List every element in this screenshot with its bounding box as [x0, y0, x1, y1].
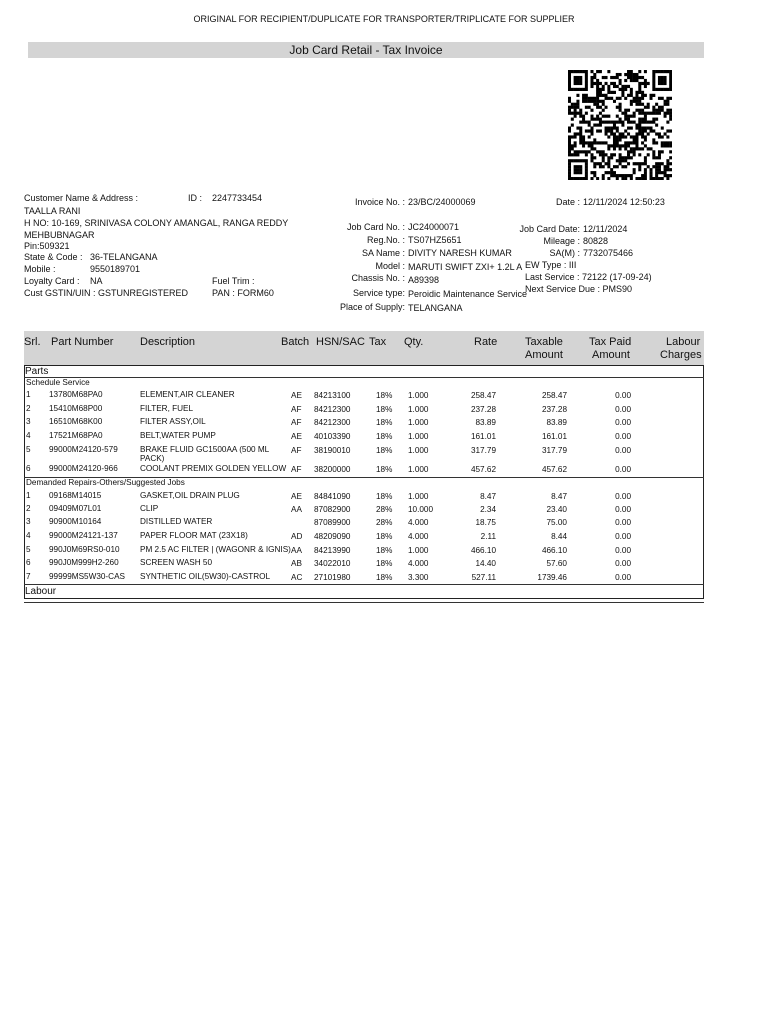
cell-paid: 0.00	[615, 446, 631, 455]
cell-hsn: 38190010	[314, 446, 351, 455]
col-batch: Batch	[281, 336, 310, 348]
gstin-value: GSTUNREGISTERED	[98, 288, 189, 298]
job-card-value: JC24000071	[408, 222, 460, 232]
cell-part: 17521M68PA0	[49, 431, 103, 440]
cell-part: 990J0M69RS0-010	[49, 545, 120, 554]
cell-paid: 0.00	[615, 532, 631, 541]
cell-batch: AB	[291, 559, 302, 568]
cell-tax: 18%	[376, 573, 393, 582]
state-label: State & Code :	[24, 252, 83, 262]
cell-paid: 0.00	[615, 559, 631, 568]
place-of-supply-label: Place of Supply:	[339, 302, 405, 312]
date-label: Date :	[555, 197, 580, 207]
cell-qty: 1.000	[408, 405, 429, 414]
cell-paid: 0.00	[615, 546, 631, 555]
demanded-jobs-label: Demanded Repairs-Others/Suggested Jobs	[26, 478, 185, 487]
cell-part: 90900M10164	[49, 517, 102, 526]
cell-hsn: 87082900	[314, 505, 351, 514]
labour-divider	[24, 584, 704, 585]
cell-rate: 2.11	[480, 532, 496, 541]
cell-paid: 0.00	[615, 518, 631, 527]
col-hsn-sac: HSN/SAC	[316, 336, 365, 348]
cell-taxable: 237.28	[541, 405, 567, 414]
cell-paid: 0.00	[615, 432, 631, 441]
col-taxable-amount-1: Taxable	[525, 336, 563, 348]
cell-hsn: 84212300	[314, 418, 351, 427]
cell-taxable: 161.01	[541, 432, 567, 441]
cell-rate: 8.47	[480, 492, 496, 501]
cell-tax: 18%	[376, 465, 393, 474]
cell-rate: 457.62	[470, 465, 496, 474]
cell-taxable: 8.44	[551, 532, 567, 541]
cell-taxable: 1739.46	[537, 573, 567, 582]
job-card-date-label: Job Card Date:	[519, 224, 580, 234]
fuel-trim-label: Fuel Trim :	[212, 276, 255, 286]
cell-rate: 83.89	[475, 418, 496, 427]
chassis-label: Chassis No. :	[351, 273, 405, 283]
col-labour-1: Labour	[666, 336, 701, 348]
cell-paid: 0.00	[615, 405, 631, 414]
cell-qty: 1.000	[408, 391, 429, 400]
cell-hsn: 34022010	[314, 559, 351, 568]
ew-type: EW Type : III	[525, 260, 577, 270]
cell-paid: 0.00	[615, 492, 631, 501]
cell-taxable: 57.60	[546, 559, 567, 568]
cell-qty: 1.000	[408, 465, 429, 474]
cell-srl: 4	[26, 531, 31, 540]
cell-paid: 0.00	[615, 418, 631, 427]
cell-batch: AF	[291, 418, 302, 427]
cell-tax: 18%	[376, 418, 393, 427]
cell-srl: 5	[26, 445, 31, 454]
cell-qty: 1.000	[408, 546, 429, 555]
cell-rate: 2.34	[480, 505, 496, 514]
mobile-label: Mobile :	[24, 264, 56, 274]
cell-qty: 10.000	[408, 505, 434, 514]
mileage-value: 80828	[583, 236, 609, 246]
cell-hsn: 84213100	[314, 391, 351, 400]
cell-tax: 18%	[376, 405, 393, 414]
cell-hsn: 84213990	[314, 546, 351, 555]
cell-srl: 2	[26, 504, 31, 513]
customer-name-label: Customer Name & Address :	[24, 193, 139, 203]
cell-paid: 0.00	[615, 391, 631, 400]
customer-address-line2: MEHBUBNAGAR	[24, 230, 95, 240]
parts-section-label: Parts	[25, 366, 49, 377]
cell-batch: AE	[291, 432, 302, 441]
cell-taxable: 317.79	[541, 446, 567, 455]
cell-desc: COOLANT PREMIX GOLDEN YELLOW	[140, 464, 287, 473]
cell-desc: FILTER, FUEL	[140, 404, 194, 413]
service-type-label: Service type:	[352, 288, 405, 298]
cell-tax: 18%	[376, 492, 393, 501]
cell-batch: AF	[291, 446, 302, 455]
cell-taxable: 258.47	[541, 391, 567, 400]
cell-tax: 18%	[376, 391, 393, 400]
cell-desc: PAPER FLOOR MAT (23X18)	[140, 531, 248, 540]
cell-srl: 3	[26, 517, 31, 526]
cell-rate: 18.75	[475, 518, 496, 527]
cell-paid: 0.00	[615, 505, 631, 514]
cell-hsn: 27101980	[314, 573, 351, 582]
cell-qty: 1.000	[408, 492, 429, 501]
cell-paid: 0.00	[615, 465, 631, 474]
cell-tax: 18%	[376, 532, 393, 541]
cell-desc: SCREEN WASH 50	[140, 558, 213, 567]
cell-srl: 3	[26, 417, 31, 426]
mileage-label: Mileage :	[543, 236, 580, 246]
cell-desc: DISTILLED WATER	[140, 517, 213, 526]
qr-code	[568, 70, 672, 180]
cell-hsn: 84841090	[314, 492, 351, 501]
customer-id-value: 2247733454	[212, 193, 263, 203]
cell-part: 09168M14015	[49, 491, 102, 500]
cell-tax: 28%	[376, 505, 393, 514]
loyalty-value: NA	[90, 276, 103, 286]
mobile-value: 9550189701	[90, 264, 141, 274]
cell-srl: 7	[26, 572, 31, 581]
cell-srl: 6	[26, 558, 31, 567]
parts-divider	[24, 377, 704, 378]
customer-id-label: ID :	[188, 193, 203, 203]
cell-tax: 28%	[376, 518, 393, 527]
col-labour-2: Charges	[660, 349, 702, 361]
reg-no-label: Reg.No. :	[366, 235, 405, 245]
cell-taxable: 8.47	[551, 492, 567, 501]
cell-tax: 18%	[376, 446, 393, 455]
col-part-number: Part Number	[51, 336, 114, 348]
cell-desc: BELT,WATER PUMP	[140, 431, 216, 440]
customer-name: TAALLA RANI	[24, 206, 81, 216]
job-card-date-value: 12/11/2024	[583, 224, 628, 234]
cell-desc: CLIP	[140, 504, 159, 513]
cell-batch: AF	[291, 405, 302, 414]
cell-qty: 1.000	[408, 446, 429, 455]
cell-srl: 4	[26, 431, 31, 440]
cell-rate: 161.01	[470, 432, 496, 441]
cell-qty: 4.000	[408, 518, 429, 527]
cell-taxable: 75.00	[546, 518, 567, 527]
cell-batch: AD	[291, 532, 303, 541]
last-service: Last Service : 72122 (17-09-24)	[525, 272, 652, 282]
cell-batch: AF	[291, 465, 302, 474]
sa-name-value: DIVITY NARESH KUMAR	[408, 248, 512, 258]
cell-desc: GASKET,OIL DRAIN PLUG	[140, 491, 240, 500]
cell-part: 13780M68PA0	[49, 390, 103, 399]
cell-desc: PM 2.5 AC FILTER | (WAGONR & IGNIS)	[140, 545, 291, 554]
cell-qty: 3.300	[408, 573, 429, 582]
cell-part: 15410M68P00	[49, 404, 103, 413]
cell-part: 09409M07L01	[49, 504, 102, 513]
cell-part: 99999MS5W30-CAS	[49, 572, 125, 581]
service-type-value: Peroidic Maintenance Service	[408, 289, 528, 299]
cell-tax: 18%	[376, 432, 393, 441]
cell-hsn: 84212300	[314, 405, 351, 414]
cell-srl: 5	[26, 545, 31, 554]
cell-hsn: 87089900	[314, 518, 351, 527]
col-tax-paid-1: Tax Paid	[589, 336, 632, 348]
cell-batch: AE	[291, 391, 302, 400]
col-qty: Qty.	[404, 336, 424, 348]
cell-rate: 14.40	[475, 559, 496, 568]
cell-taxable: 457.62	[541, 465, 567, 474]
date-value: 12/11/2024 12:50:23	[583, 197, 665, 207]
table-bottom-rule	[24, 602, 704, 603]
customer-pin: Pin:509321	[24, 241, 70, 251]
cell-part: 99000M24121-137	[49, 531, 118, 540]
cell-batch: AA	[291, 546, 302, 555]
reg-no-value: TS07HZ5651	[408, 235, 462, 245]
invoice-no-label: Invoice No. :	[354, 197, 405, 207]
cell-tax: 18%	[376, 559, 393, 568]
col-tax: Tax	[369, 336, 387, 348]
cell-hsn: 40103390	[314, 432, 351, 441]
cell-desc-continued: PACK)	[140, 454, 165, 463]
job-card-label: Job Card No. :	[346, 222, 405, 232]
cell-desc: FILTER ASSY,OIL	[140, 417, 206, 426]
schedule-service-label: Schedule Service	[26, 378, 90, 387]
cell-taxable: 23.40	[546, 505, 567, 514]
cell-srl: 1	[26, 390, 31, 399]
sa-name-label: SA Name :	[361, 248, 405, 258]
cell-batch: AA	[291, 505, 302, 514]
cell-taxable: 466.10	[541, 546, 567, 555]
cell-desc: ELEMENT,AIR CLEANER	[140, 390, 235, 399]
col-rate: Rate	[474, 336, 498, 348]
cell-qty: 4.000	[408, 532, 429, 541]
cell-batch: AE	[291, 492, 302, 501]
cell-srl: 6	[26, 464, 31, 473]
chassis-value: A89398	[408, 275, 440, 285]
labour-section-label: Labour	[25, 586, 57, 597]
cell-srl: 1	[26, 491, 31, 500]
col-srl: Srl.	[24, 336, 41, 348]
cell-tax: 18%	[376, 546, 393, 555]
cell-rate: 237.28	[470, 405, 496, 414]
col-taxable-amount-2: Amount	[525, 349, 563, 361]
cell-part: 990J0M999H2-260	[49, 558, 119, 567]
cell-part: 99000M24120-579	[49, 445, 118, 454]
next-service-due: Next Service Due : PMS90	[525, 284, 633, 294]
cell-rate: 258.47	[470, 391, 496, 400]
cell-srl: 2	[26, 404, 31, 413]
cell-rate: 527.11	[471, 573, 496, 582]
cell-desc: SYNTHETIC OIL(5W30)-CASTROL	[140, 572, 271, 581]
cell-rate: 317.79	[470, 446, 496, 455]
cell-part: 16510M68K00	[49, 417, 103, 426]
col-tax-paid-2: Amount	[592, 349, 630, 361]
invoice-no-value: 23/BC/24000069	[408, 197, 476, 207]
cell-paid: 0.00	[615, 573, 631, 582]
state-value: 36-TELANGANA	[90, 252, 158, 262]
copy-designation: ORIGINAL FOR RECIPIENT/DUPLICATE FOR TRANSPORTER/TRIPLICATE FOR SUPPLIER	[193, 14, 575, 24]
pan-value: PAN : FORM60	[212, 288, 274, 298]
cell-qty: 4.000	[408, 559, 429, 568]
model-label: Model :	[375, 261, 405, 271]
gstin-label: Cust GSTIN/UIN :	[24, 288, 96, 298]
cell-hsn: 38200000	[314, 465, 351, 474]
col-description: Description	[140, 336, 196, 348]
customer-address-line1: H NO: 10-169, SRINIVASA COLONY AMANGAL, RANGA REDDY	[24, 218, 289, 228]
sa-mobile-label: SA(M) :	[549, 248, 580, 258]
cell-desc: BRAKE FLUID GC1500AA (500 ML	[140, 445, 270, 454]
cell-part: 99000M24120-966	[49, 464, 118, 473]
document-title: Job Card Retail - Tax Invoice	[28, 42, 704, 58]
cell-batch: AC	[291, 573, 303, 582]
sa-mobile-value: 7732075466	[583, 248, 634, 258]
cell-rate: 466.10	[470, 546, 496, 555]
loyalty-label: Loyalty Card :	[24, 276, 80, 286]
cell-qty: 1.000	[408, 432, 429, 441]
model-value: MARUTI SWIFT ZXI+ 1.2L A	[408, 262, 523, 272]
place-of-supply-value: TELANGANA	[408, 303, 463, 313]
cell-taxable: 83.89	[546, 418, 567, 427]
cell-hsn: 48209090	[314, 532, 351, 541]
cell-qty: 1.000	[408, 418, 429, 427]
